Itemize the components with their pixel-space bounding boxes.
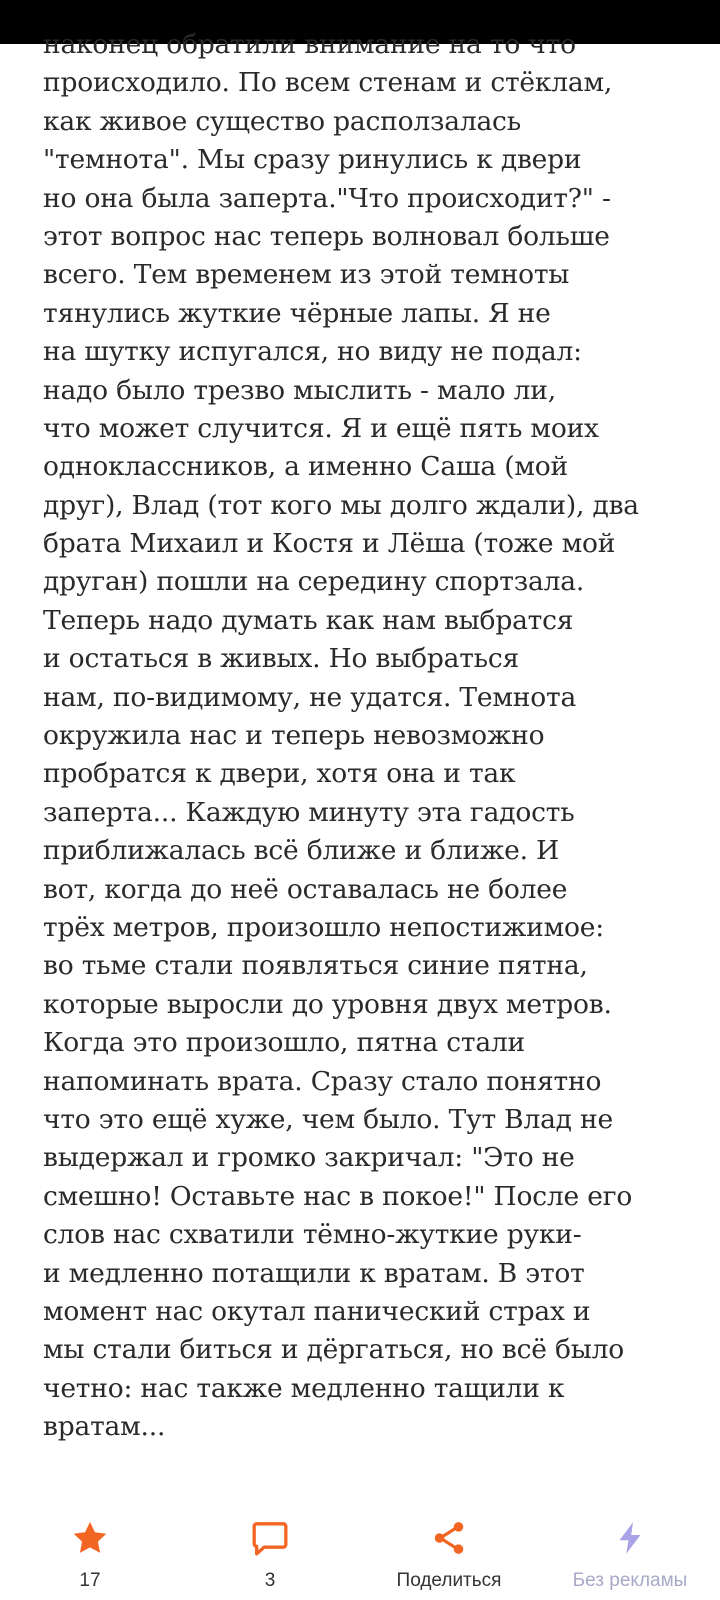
story-line: наконец обратили внимание на то что — [43, 29, 576, 60]
share-label: Поделиться — [396, 1570, 502, 1591]
story-line: слов нас схватили тёмно-жуткие руки- — [43, 1219, 582, 1251]
story-line: Когда это произошло, пятна стали — [43, 1027, 526, 1059]
story-line: момент нас окутал панический страх и — [43, 1295, 591, 1327]
story-line: и остаться в живых. Но выбраться — [43, 643, 520, 675]
story-line: заперта... Каждую минуту эта гадость — [43, 796, 575, 828]
story-line: трёх метров, произошло непостижимое: — [43, 911, 604, 943]
story-text — [43, 26, 703, 1446]
story-line: выдержал и громко закричал: "Это не — [43, 1142, 575, 1174]
share-icon — [430, 1516, 468, 1560]
story-line: всего. Тем временем из этой темноты — [43, 259, 570, 291]
story-line: приближалась всё ближе и ближе. И — [43, 835, 559, 867]
story-line: что может случится. Я и ещё пять моих — [43, 412, 599, 444]
story-line: этот вопрос нас теперь волновал больше — [43, 220, 610, 252]
story-line: что это ещё хуже, чем было. Тут Влад не — [43, 1103, 613, 1135]
story-line: одноклассников, а именно Саша (мой — [43, 451, 568, 483]
story-line: как живое существо расползалась — [43, 105, 521, 137]
no-ads-button[interactable] — [550, 1516, 710, 1596]
like-button[interactable] — [10, 1516, 170, 1596]
story-line: происходило. По всем стенам и стёклам, — [43, 67, 613, 99]
story-line: окружила нас и теперь невозможно — [43, 720, 545, 752]
story-line: но она была заперта."Что происходит?" - — [43, 182, 611, 214]
story-line: вратам... — [43, 1411, 166, 1443]
story-line: которые выросли до уровня двух метров. — [43, 988, 612, 1020]
share-button[interactable] — [369, 1516, 529, 1596]
bottom-action-bar — [0, 1500, 720, 1600]
story-line: надо было трезво мыслить - мало ли, — [43, 374, 556, 406]
no-ads-label: Без рекламы — [572, 1570, 688, 1591]
comment-icon — [250, 1516, 290, 1560]
comments-button[interactable] — [190, 1516, 350, 1596]
story-line: "темнота". Мы сразу ринулись к двери — [43, 144, 582, 176]
comment-count: 3 — [264, 1570, 276, 1591]
story-line: смешно! Оставьте нас в покое!" После его — [43, 1180, 633, 1212]
story-line: брата Михаил и Костя и Лёша (тоже мой — [43, 528, 616, 560]
story-line: напоминать врата. Сразу стало понятно — [43, 1065, 602, 1097]
story-line: вот, когда до неё оставалась не более — [43, 873, 568, 905]
story-line: друг), Влад (тот кого мы долго ждали), два — [43, 489, 639, 521]
story-line: друган) пошли на середину спортзала. — [43, 566, 585, 598]
story-line: мы стали биться и дёргаться, но всё было — [43, 1334, 625, 1366]
story-line: Теперь надо думать как нам выбратся — [43, 604, 574, 636]
story-line: четно: нас также медленно тащили к — [43, 1372, 565, 1404]
lightning-icon — [612, 1516, 648, 1560]
star-icon — [71, 1516, 109, 1560]
story-line: пробратся к двери, хотя она и так — [43, 758, 516, 790]
story-line: тянулись жуткие чёрные лапы. Я не — [43, 297, 551, 329]
story-line: нам, по-видимому, не удатся. Темнота — [43, 681, 577, 713]
story-line: и медленно потащили к вратам. В этот — [43, 1257, 585, 1289]
story-line: во тьме стали появляться синие пятна, — [43, 950, 588, 982]
like-count: 17 — [79, 1570, 101, 1591]
story-line: на шутку испугался, но виду не подал: — [43, 336, 582, 368]
